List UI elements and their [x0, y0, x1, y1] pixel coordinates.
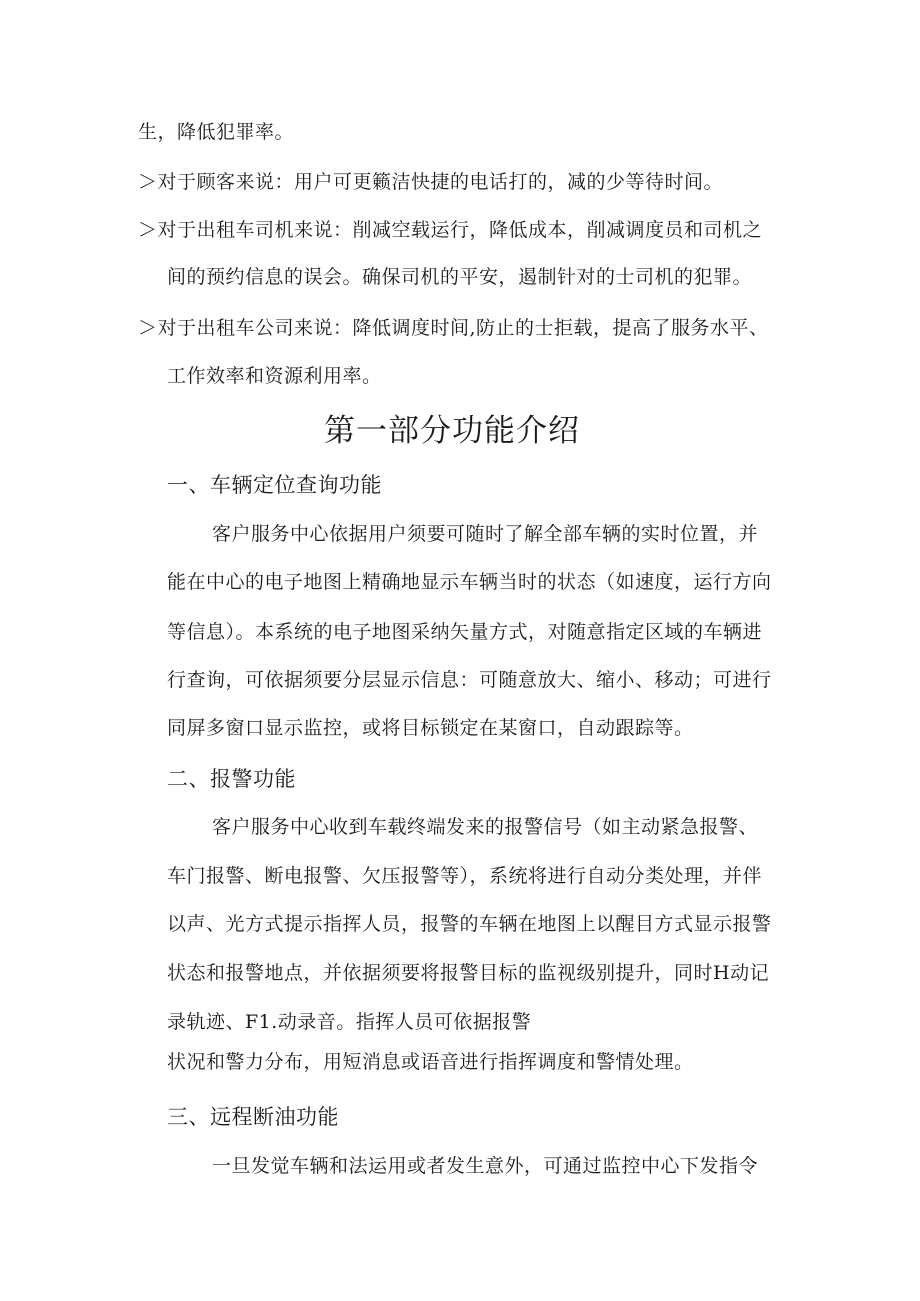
section-fuel-cutoff-line: 一旦发觉车辆和法运用或者发生意外，可通过监控中心下发指令 [212, 1155, 759, 1177]
section-location-line: 客户服务中心依据用户须要可随时了解全部车辆的实时位置，并 [212, 523, 759, 545]
section-alarm-line: 客户服务中心收到车载终端发来的报警信号（如主动紧急报警、 [212, 816, 759, 838]
section-heading-alarm: 二、报警功能 [167, 767, 296, 791]
section-location-line: 同屏多窗口显示监控，或将目标锁定在某窗口，自动跟踪等。 [167, 717, 694, 739]
section-location-line: 等信息）。本系统的电子地图采纳矢量方式，对随意指定区域的车辆进 [167, 621, 763, 643]
bullet-driver-line2: 间的预约信息的误会。确保司机的平安，遏制针对的士司机的犯罪。 [167, 266, 753, 288]
section-heading-fuel-cutoff: 三、远程断油功能 [167, 1105, 339, 1129]
section-alarm-line: 状况和警力分布，用短消息或语音进行指挥调度和警情处理。 [167, 1051, 694, 1073]
section-alarm-line: 以声、光方式提示指挥人员，报警的车辆在地图上以醒目方式显示报警 [167, 913, 772, 935]
bullet-driver-line1: ＞对于出租车司机来说：削减空载运行，降低成本，削减调度员和司机之 [138, 219, 763, 241]
section-alarm-line: 状态和报警地点，并依据须要将报警目标的监视级别提升，同时H动记 [167, 962, 770, 984]
bullet-customer: ＞对于顾客来说：用户可更籁洁快捷的电话打的，减的少等待时间。 [138, 171, 724, 193]
section-alarm-line: 车门报警、断电报警、欠压报警等），系统将进行自动分类处理，并伴 [167, 865, 763, 887]
part-title: 第一部分功能介绍 [324, 413, 580, 449]
section-location-line: 行查询，可依据须要分层显示信息：可随意放大、缩小、移动；可进行 [167, 669, 772, 691]
section-heading-location: 一、车辆定位查询功能 [167, 473, 382, 497]
section-alarm-line: 录轨迹、F1.动录音。指挥人员可依据报警 [167, 1011, 532, 1033]
intro-line: 生，降低犯罪率。 [138, 121, 295, 143]
bullet-company-line2: 工作效率和资源利用率。 [167, 365, 382, 387]
section-location-line: 能在中心的电子地图上精确地显示车辆当时的状态（如速度，运行方向 [167, 571, 772, 593]
bullet-company-line1: ＞对于出租车公司来说：降低调度时间,防止的士拒载，提高了服务水平、 [138, 317, 769, 339]
